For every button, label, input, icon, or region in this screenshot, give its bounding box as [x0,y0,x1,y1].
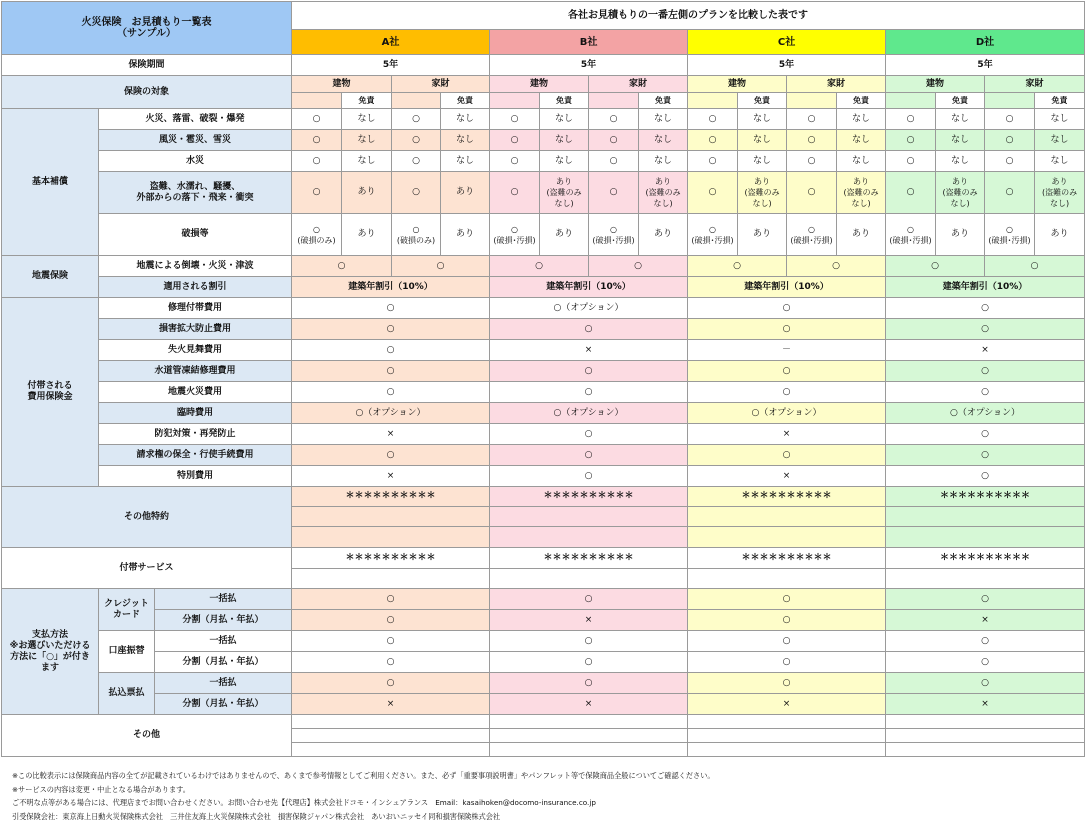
table-row [2,445,1085,466]
note-line: (盗難のみ [1041,188,1078,197]
value-cell: なし [837,109,886,130]
value-cell: なし [1035,151,1085,172]
note-line: (盗難のみ [546,188,582,197]
table-row [2,130,1085,151]
value-cell: あり [540,214,589,256]
value-cell: ○ [292,673,490,694]
note-line: (破損･汚損) [592,235,635,245]
table-row [2,340,1085,361]
value-cell: なし [1035,130,1085,151]
value-cell: ○ [787,256,886,277]
deductible-header: 免責 [837,93,886,109]
value-cell: ○ [985,109,1035,130]
value-cell: ＊＊＊＊＊＊＊＊＊＊ [688,548,886,569]
value-cell: ○ [688,382,886,403]
extras-item-name: 特別費用 [99,466,292,487]
comparison-sheet [1,1,1085,757]
other-label: その他 [2,715,292,757]
note-line: (破損･汚損) [988,235,1031,245]
value-cell: 建築年割引（10%） [886,277,1085,298]
circle-mark: ○ [610,224,618,234]
value-cell: × [688,694,886,715]
note-line: あり [853,177,870,186]
value-cell: ○ [886,319,1085,340]
payment-label-line: 支払方法 [31,629,68,640]
value-cell: なし [441,130,490,151]
footnote-line: ※サービスの内容は変更・中止となる場合があります。 [12,784,190,794]
value-cell: ○ [292,151,342,172]
note-line: (盗難のみ [843,188,879,197]
circle-mark: ○ [412,224,420,234]
deductible-header: 免責 [738,93,787,109]
value-cell: ○ [688,652,886,673]
value-cell: ○ [292,382,490,403]
footnote-line: ご不明な点等がある場合には、代理店までお問い合わせください。お問い合わせ先【代理店】株式会社ドコモ・インシュアランス Email：kasaihoken@docomo-insurance.co.jp [12,798,596,808]
note-line: あり [754,177,771,186]
earthquake-item-name: 地震による倒壊・火災・津波 [99,256,292,277]
value-cell: なし [738,109,787,130]
value-cell: ○ [688,610,886,631]
value-cell: なし [639,130,688,151]
value-cell: ○ [688,130,738,151]
value-cell: なし [540,109,589,130]
value-cell: ○ [490,109,540,130]
deductible-header: 免責 [441,93,490,109]
value-cell: ○ [688,631,886,652]
basic-item-name: 火災、落雷、破裂・爆発 [99,109,292,130]
value-cell: ＊＊＊＊＊＊＊＊＊＊ [490,548,688,569]
value-cell: なし [441,109,490,130]
table-caption: 各社お見積もりの一番左側のプランを比較した表です [292,2,1085,30]
service-label: 付帯サービス [2,548,292,589]
value-cell: ○ [392,130,441,151]
value-cell: ○ [392,256,490,277]
note-line: なし) [851,199,871,208]
payment-label-line: 方法に「○」が付き [10,651,90,662]
note-line: (破損のみ) [297,235,336,245]
value-cell: ○ [392,172,441,214]
extras-item-name: 損害拡大防止費用 [99,319,292,340]
value-cell: なし [540,130,589,151]
value-cell: あり [342,172,392,214]
value-cell: ○ [886,109,936,130]
value-cell [392,214,441,256]
note-line: (破損のみ) [396,235,436,245]
table-row [2,589,1085,610]
period-a: 5年 [292,55,490,76]
company-d-header: D社 [886,30,1085,55]
value-cell: なし [936,151,985,172]
target-label: 保険の対象 [2,76,292,109]
company-a-header: A社 [292,30,490,55]
value-cell: － [688,340,886,361]
value-cell: なし [540,151,589,172]
deductible-header: 免責 [639,93,688,109]
value-cell: 建築年割引（10%） [688,277,886,298]
table-row [2,109,1085,130]
extras-item-name: 請求権の保全・行使手続費用 [99,445,292,466]
extras-label-line2: 費用保険金 [27,392,73,402]
value-cell: ○ [688,298,886,319]
note-line: あり [952,177,969,186]
value-cell: 建築年割引（10%） [490,277,688,298]
extras-item-name: 失火見舞費用 [99,340,292,361]
value-cell: ○ [688,319,886,340]
value-cell: なし [738,130,787,151]
value-cell: ○ [886,172,936,214]
value-cell: ＊＊＊＊＊＊＊＊＊＊ [886,487,1085,507]
circle-mark: ○ [511,224,519,234]
value-cell: ○ [886,589,1085,610]
value-cell: ○ [688,589,886,610]
value-cell [738,172,787,214]
value-cell: なし [1035,109,1085,130]
value-cell: ○ [985,130,1035,151]
value-cell: ○ [886,673,1085,694]
note-line: なし) [1049,199,1070,208]
payment-method-label: カード [112,609,140,620]
value-cell: ○ [787,130,837,151]
value-cell: ○ [292,109,342,130]
payment-label-line: ※お選びいただける [9,640,91,651]
value-cell [837,172,886,214]
period-b: 5年 [490,55,688,76]
value-cell: ○ [688,361,886,382]
value-cell: ○（オプション） [490,403,688,424]
period-label: 保険期間 [2,55,292,76]
value-cell [936,172,985,214]
extras-item-name: 臨時費用 [99,403,292,424]
value-cell: × [490,694,688,715]
value-cell: ○ [886,445,1085,466]
table-title [2,2,292,55]
deductible-header: 免責 [936,93,985,109]
footnote-line: 引受保険会社：東京海上日動火災保険株式会社 三井住友海上火災保険株式会社 損害保険ジャパン株式会社 あいおいニッセイ同和損害保険株式会社 [12,811,501,821]
contents-a: 家財 [392,76,490,93]
value-cell: ○ [490,673,688,694]
value-cell: ○ [589,109,639,130]
table-row [2,151,1085,172]
value-cell: ＊＊＊＊＊＊＊＊＊＊ [490,487,688,507]
basic-item-name-line2: 外部からの落下・飛来・衝突 [136,192,254,203]
table-row [2,694,1085,715]
payment-type-label: 一括払 [155,589,292,610]
note-line: なし) [950,199,970,208]
value-cell: × [292,694,490,715]
value-cell: ○ [688,256,787,277]
value-cell: ○ [886,424,1085,445]
value-cell: なし [936,130,985,151]
basic-item-name [99,172,292,214]
value-cell: ○ [589,151,639,172]
table-row [2,298,1085,319]
circle-mark: ○ [709,224,717,234]
note-line: (破損･汚損) [493,235,536,245]
value-cell: × [490,340,688,361]
table-row [2,424,1085,445]
value-cell: × [688,424,886,445]
value-cell: ○ [490,445,688,466]
extras-label [2,298,99,487]
payment-label-line: ます [40,662,59,673]
contents-b: 家財 [589,76,688,93]
value-cell: ○ [688,172,738,214]
payment-method-label: 払込票払 [108,688,145,698]
basic-item-name: 破損等 [99,214,292,256]
payment-method-card [99,589,155,631]
building-b: 建物 [490,76,589,93]
value-cell: ○ [688,445,886,466]
value-cell: ○ [985,172,1035,214]
payment-method-label: クレジット [104,598,149,609]
value-cell [589,214,639,256]
value-cell: ○ [490,151,540,172]
basic-item-name: 水災 [99,151,292,172]
value-cell: あり [936,214,985,256]
value-cell: ○ [392,151,441,172]
footnote-line: ※この比較表示には保険商品内容の全てが記載されているわけではありませんので、あくまで参考情報としてご利用ください。また、必ず「重要事項説明書」やパンフレット等で保険商品全般についてご確認ください。 [12,771,715,780]
value-cell: あり [1035,214,1085,256]
payment-method-slip [99,673,155,715]
value-cell: × [886,610,1085,631]
value-cell: なし [837,151,886,172]
value-cell: ○ [886,256,985,277]
table-row [2,631,1085,652]
value-cell: ○ [292,631,490,652]
value-cell: なし [342,151,392,172]
value-cell: ○ [688,673,886,694]
value-cell: なし [342,130,392,151]
special-label: その他特約 [2,487,292,548]
table-row [2,172,1085,214]
value-cell: × [292,424,490,445]
value-cell: ○ [886,151,936,172]
value-cell [639,172,688,214]
value-cell: ○ [490,130,540,151]
payment-type-label: 一括払 [155,673,292,694]
deductible-header: 免責 [342,93,392,109]
value-cell: なし [738,151,787,172]
value-cell: × [292,466,490,487]
comparison-table [1,1,1085,757]
extras-label-line1: 付帯される [27,381,73,391]
payment-method-account [99,631,155,673]
value-cell [1035,172,1085,214]
deductible-header: 免責 [1035,93,1085,109]
value-cell: ○ [787,151,837,172]
value-cell [688,214,738,256]
value-cell: ○ [886,361,1085,382]
table-row [2,256,1085,277]
period-c: 5年 [688,55,886,76]
earthquake-label: 地震保険 [2,256,99,298]
extras-item-name: 水道管凍結修理費用 [99,361,292,382]
value-cell: ○ [589,130,639,151]
value-cell: あり [441,214,490,256]
value-cell: ○ [490,424,688,445]
payment-type-label: 分割（月払・年払） [155,610,292,631]
value-cell: ○ [292,256,392,277]
value-cell: ○ [490,319,688,340]
value-cell: なし [936,109,985,130]
value-cell: ○ [688,151,738,172]
table-row [2,214,1085,256]
value-cell: ○ [787,109,837,130]
note-line: (破損･汚損) [691,235,734,245]
value-cell: ○ [292,610,490,631]
value-cell: ○ [490,361,688,382]
value-cell: なし [441,151,490,172]
circle-mark: ○ [1006,224,1014,234]
value-cell: ○ [292,130,342,151]
company-c-header: C社 [688,30,886,55]
note-line: (盗難のみ [645,188,681,197]
value-cell: ○ [490,631,688,652]
value-cell: ○ [985,256,1085,277]
basic-item-name: 風災・雹災、雪災 [99,130,292,151]
value-cell: ○ [490,466,688,487]
circle-mark: ○ [808,224,816,234]
discount-label: 適用される割引 [99,277,292,298]
value-cell: ○ [886,652,1085,673]
value-cell: × [886,694,1085,715]
contents-c: 家財 [787,76,886,93]
note-line: (破損･汚損) [790,235,833,245]
value-cell: ○ [985,151,1035,172]
value-cell: ○ [392,109,441,130]
note-line: あり [556,177,573,186]
value-cell: ○（オプション） [886,403,1085,424]
building-a: 建物 [292,76,392,93]
building-c: 建物 [688,76,787,93]
value-cell: ○ [589,172,639,214]
value-cell: ○ [490,652,688,673]
value-cell [490,214,540,256]
period-d: 5年 [886,55,1085,76]
table-title-line1: 火災保険 お見積もり一覧表 [81,17,212,28]
value-cell: ○ [292,445,490,466]
table-row [2,382,1085,403]
note-line: なし) [752,199,772,208]
value-cell: ○ [292,361,490,382]
value-cell: ＊＊＊＊＊＊＊＊＊＊ [688,487,886,507]
value-cell: ○ [292,340,490,361]
value-cell: ○ [886,466,1085,487]
value-cell: ○（オプション） [490,298,688,319]
payment-method-label: 口座振替 [108,646,145,656]
value-cell [886,214,936,256]
value-cell: ○（オプション） [688,403,886,424]
value-cell: ○ [886,382,1085,403]
value-cell: あり [738,214,787,256]
note-line: (盗難のみ [942,188,978,197]
value-cell: ○ [787,172,837,214]
circle-mark: ○ [313,224,321,234]
basic-item-name-line1: 盗難、水濡れ、騒擾、 [149,181,241,192]
note-line: あり [655,177,672,186]
table-row [2,403,1085,424]
value-cell: ＊＊＊＊＊＊＊＊＊＊ [886,548,1085,569]
contents-d: 家財 [985,76,1085,93]
table-row [2,487,1085,507]
value-cell [787,214,837,256]
note-line: (盗難のみ [744,188,780,197]
value-cell: ○（オプション） [292,403,490,424]
value-cell: なし [639,109,688,130]
value-cell: ○ [292,298,490,319]
value-cell: なし [639,151,688,172]
value-cell: ○ [490,382,688,403]
basic-label: 基本補償 [2,109,99,256]
circle-mark: ○ [907,224,915,234]
value-cell: ○ [292,172,342,214]
value-cell: ○ [886,631,1085,652]
table-row [2,652,1085,673]
value-cell [292,214,342,256]
value-cell: ＊＊＊＊＊＊＊＊＊＊ [292,548,490,569]
value-cell: ○ [886,130,936,151]
payment-type-label: 分割（月払・年払） [155,694,292,715]
company-b-header: B社 [490,30,688,55]
payment-type-label: 一括払 [155,631,292,652]
value-cell: ＊＊＊＊＊＊＊＊＊＊ [292,487,490,507]
value-cell: ○ [292,319,490,340]
deductible-header: 免責 [540,93,589,109]
value-cell: あり [441,172,490,214]
table-row [2,610,1085,631]
building-d: 建物 [886,76,985,93]
value-cell: あり [639,214,688,256]
note-line: なし) [653,199,673,208]
value-cell: ○ [490,589,688,610]
value-cell [985,214,1035,256]
value-cell: ○ [886,298,1085,319]
extras-item-name: 地震火災費用 [99,382,292,403]
value-cell: × [886,340,1085,361]
table-row [2,277,1085,298]
extras-item-name: 防犯対策・再発防止 [99,424,292,445]
note-line: なし) [554,199,574,208]
value-cell: ○ [292,589,490,610]
value-cell: あり [342,214,392,256]
table-row [2,548,1085,569]
value-cell: なし [342,109,392,130]
value-cell: ○ [688,109,738,130]
value-cell: ○ [292,652,490,673]
extras-item-name: 修理付帯費用 [99,298,292,319]
table-row [2,673,1085,694]
table-title-line2: （サンプル） [116,28,177,39]
payment-label [2,589,99,715]
value-cell: なし [837,130,886,151]
value-cell: ○ [490,256,589,277]
table-row [2,319,1085,340]
footnotes [12,769,715,823]
note-line: (破損･汚損) [889,235,932,245]
payment-type-label: 分割（月払・年払） [155,652,292,673]
table-row [2,361,1085,382]
value-cell: × [688,466,886,487]
value-cell: × [490,610,688,631]
note-line: あり [1051,177,1068,186]
value-cell: ○ [490,172,540,214]
value-cell [540,172,589,214]
value-cell: あり [837,214,886,256]
value-cell: ○ [589,256,688,277]
table-row [2,466,1085,487]
value-cell: 建築年割引（10%） [292,277,490,298]
